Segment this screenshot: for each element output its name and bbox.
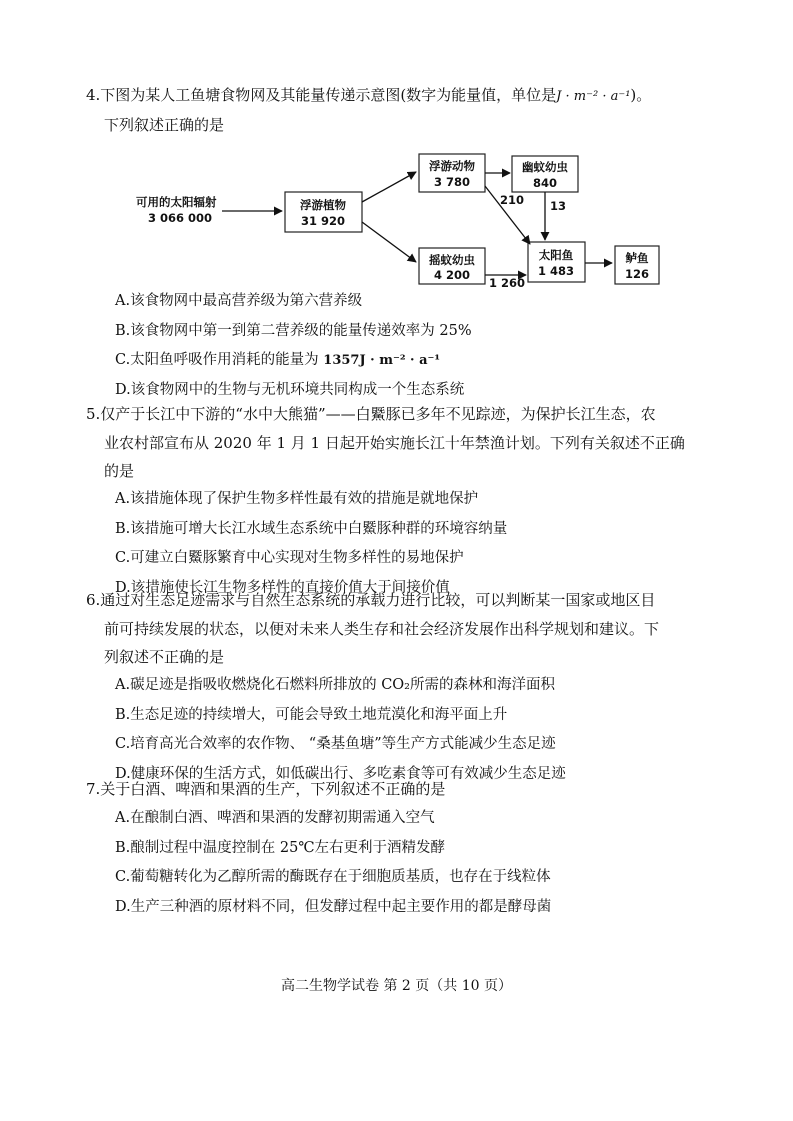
- q4-option-a[interactable]: A.该食物网中最高营养级为第六营养级: [115, 293, 363, 309]
- q6-option-a[interactable]: A.碳足迹是指吸收燃烧化石燃料所排放的 CO₂所需的森林和海洋面积: [115, 677, 555, 693]
- q4-option-c[interactable]: C.太阳鱼呼吸作用消耗的能量为 1357J · m⁻² · a⁻¹: [115, 352, 441, 369]
- sunfish-label: 太阳鱼: [538, 248, 574, 262]
- unit-label: J · m⁻² · a⁻¹: [556, 89, 631, 104]
- phytoplankton-value: 31 920: [300, 214, 346, 228]
- question-4: [86, 80, 726, 138]
- bass-label: 鲈鱼: [625, 251, 649, 265]
- flow-zoo-sunfish: 210: [500, 193, 525, 207]
- q5-stem-line1: 5.仅产于长江中下游的“水中大熊猫”——白鱀豚已多年不见踪迹，为保护长江生态，农: [86, 405, 656, 423]
- arrow-phyto-mayfly: [362, 222, 416, 262]
- flow-damsel-sunfish: 13: [550, 199, 567, 213]
- source-value: 3 066 000: [148, 211, 213, 225]
- question-6: [86, 586, 726, 789]
- q7-option-a[interactable]: A.在酿制白酒、啤酒和果酒的发酵初期需通入空气: [115, 810, 435, 826]
- q7-option-d[interactable]: D.生产三种酒的原材料不同，但发酵过程中起主要作用的都是酵母菌: [115, 898, 552, 915]
- q5-stem-line2: 业农村部宣布从 2020 年 1 月 1 日起开始实施长江十年禁渔计划。下列有关叙述不正确: [104, 434, 685, 452]
- q6-stem-line3: 列叙述不正确的是: [104, 648, 225, 666]
- damselfly-larvae-value: 840: [532, 176, 558, 190]
- q5-option-d[interactable]: D.该措施使长江生物多样性的直接价值大于间接价值: [115, 579, 450, 596]
- q5-option-a[interactable]: A.该措施体现了保护生物多样性最有效的措施是就地保护: [115, 491, 479, 507]
- q5-option-c[interactable]: C.可建立白鱀豚繁育中心实现对生物多样性的易地保护: [115, 550, 464, 567]
- question-4-options: [86, 287, 726, 405]
- q4-option-b[interactable]: B.该食物网中第一到第二营养级的能量传递效率为 25%: [115, 322, 472, 339]
- question-7: [86, 775, 726, 922]
- zooplankton-value: 3 780: [433, 175, 471, 189]
- flow-mayfly-sunfish: 1 260: [489, 276, 526, 290]
- bass-value: 126: [624, 267, 650, 281]
- question-4-stem-line2: 下列叙述正确的是: [104, 116, 225, 134]
- q7-stem-line1: 7.关于白酒、啤酒和果酒的生产，下列叙述不正确的是: [86, 780, 446, 798]
- mayfly-larvae-label: 摇蚊幼虫: [429, 253, 475, 267]
- q7-option-b[interactable]: B.酿制过程中温度控制在 25℃左右更利于酒精发酵: [115, 839, 446, 856]
- q4-option-d[interactable]: D.该食物网中的生物与无机环境共同构成一个生态系统: [115, 381, 465, 398]
- sunfish-value: 1 483: [537, 264, 575, 278]
- food-web-diagram: [130, 150, 670, 290]
- q5-option-b[interactable]: B.该措施可增大长江水域生态系统中白鱀豚种群的环境容纳量: [115, 520, 508, 537]
- question-5: [86, 400, 726, 603]
- damselfly-larvae-label: 幽蚊幼虫: [522, 160, 568, 174]
- zooplankton-label: 浮游动物: [429, 159, 475, 173]
- question-4-stem-line1: 4.下图为某人工鱼塘食物网及其能量传递示意图(数字为能量值，单位是J · m⁻² · a⁻¹)。: [86, 86, 652, 104]
- q6-option-d[interactable]: D.健康环保的生活方式，如低碳出行、多吃素食等可有效减少生态足迹: [115, 765, 566, 782]
- mayfly-larvae-value: 4 200: [433, 268, 471, 282]
- q6-option-b[interactable]: B.生态足迹的持续增大，可能会导致土地荒漠化和海平面上升: [115, 706, 508, 723]
- q6-option-c[interactable]: C.培育高光合效率的农作物、 “桑基鱼塘”等生产方式能减少生态足迹: [115, 736, 556, 753]
- q6-stem-line1: 6.通过对生态足迹需求与自然生态系统的承载力进行比较，可以判断某一国家或地区目: [86, 591, 656, 609]
- q5-stem-line3: 的是: [104, 462, 135, 480]
- page-footer: 高二生物学试卷 第 2 页（共 10 页）: [281, 978, 512, 994]
- source-label: 可用的太阳辐射: [136, 195, 217, 209]
- q7-option-c[interactable]: C.葡萄糖转化为乙醇所需的酶既存在于细胞质基质，也存在于线粒体: [115, 869, 551, 886]
- q4-option-c-value: 1357J · m⁻² · a⁻¹: [323, 353, 441, 369]
- arrow-phyto-zoo: [362, 172, 416, 202]
- phytoplankton-label: 浮游植物: [300, 198, 346, 212]
- q6-stem-line2: 前可持续发展的状态，以便对未来人类生存和社会经济发展作出科学规划和建议。下: [104, 620, 660, 638]
